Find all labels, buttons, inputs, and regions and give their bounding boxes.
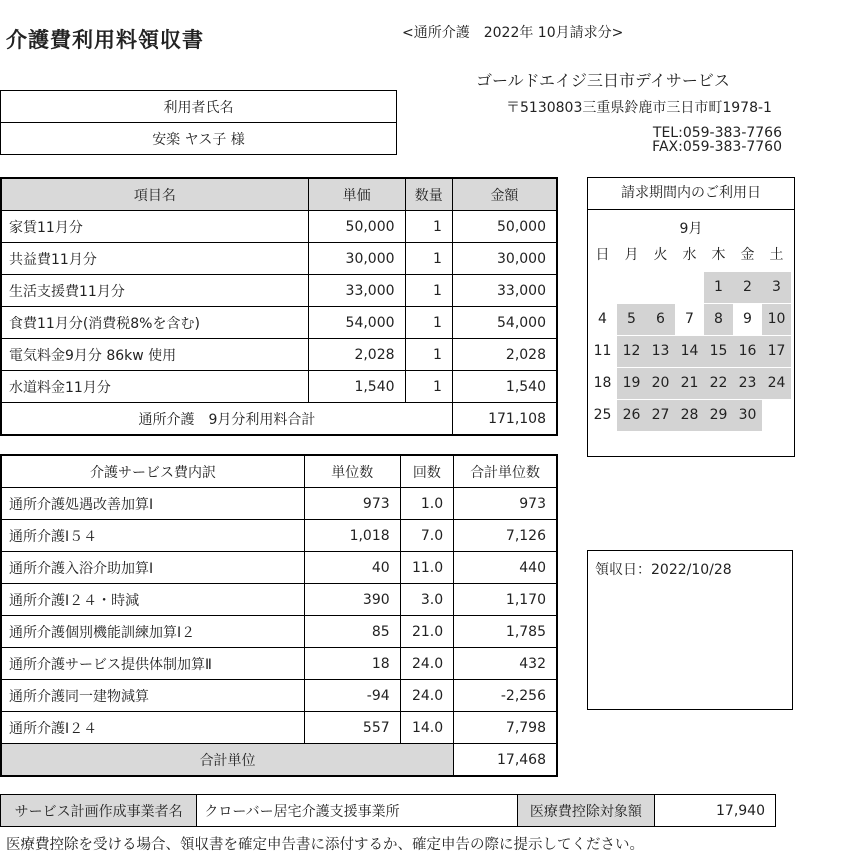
row-value: 50,000 (308, 211, 405, 243)
row-label: 家賃11月分 (1, 211, 308, 243)
row-label: 通所介護Ⅰ２４ (1, 712, 304, 744)
row-label: 通所介護Ⅰ２４・時減 (1, 584, 304, 616)
calendar-day: 13 (646, 336, 675, 367)
table-row (1, 371, 557, 403)
calendar-day: 9 (743, 311, 752, 327)
planner-name: クローバー居宅介護支援事業所 (197, 795, 517, 827)
items-total-label: 通所介護 9月分利用料合計 (1, 403, 452, 436)
row-value: 54,000 (308, 307, 405, 339)
row-value: 1,018 (304, 520, 400, 552)
row-label: 共益費11月分 (1, 243, 308, 275)
user-label: 利用者氏名 (1, 91, 397, 123)
table-row (1, 339, 557, 371)
user-table (0, 90, 397, 155)
row-value: 50,000 (452, 211, 557, 243)
row-value: 1 (405, 211, 452, 243)
row-label: 水道料金11月分 (1, 371, 308, 403)
row-value: 24.0 (400, 680, 453, 712)
tax-note: 医療費控除を受ける場合、領収書を確定申告書に添付するか、確定申告の際に提示してください。 (6, 837, 644, 853)
services-header: 回数 (400, 455, 453, 488)
calendar-day: 2 (733, 272, 762, 303)
items-total-row (1, 403, 557, 436)
row-value: 1,540 (452, 371, 557, 403)
services-table (0, 454, 558, 777)
company-address: 〒5130803三重県鈴鹿市三日市町1978-1 (506, 100, 772, 116)
calendar-day: 22 (704, 368, 733, 399)
row-value: 1.0 (400, 488, 453, 520)
company-name: ゴールドエイジ三日市デイサービス (476, 71, 730, 90)
tel-number: TEL:059-383-7766 (652, 125, 782, 141)
weekday-label: 月 (624, 247, 639, 263)
contact-block (652, 126, 782, 154)
row-value: 1 (405, 371, 452, 403)
row-value: 7,798 (454, 712, 557, 744)
services-header-row (1, 455, 557, 488)
row-value: 14.0 (400, 712, 453, 744)
row-label: 通所介護入浴介助加算Ⅰ (1, 552, 304, 584)
deduction-value: 17,940 (655, 795, 776, 827)
services-total-row (1, 744, 557, 777)
row-value: 11.0 (400, 552, 453, 584)
table-row (1, 552, 557, 584)
calendar-day: 29 (704, 400, 733, 431)
weekday-label: 金 (740, 247, 755, 263)
calendar-day: 3 (762, 272, 791, 303)
row-label: 通所介護同一建物減算 (1, 680, 304, 712)
services-header: 介護サービス費内訳 (1, 455, 304, 488)
footer-table (0, 794, 776, 827)
row-value: 24.0 (400, 648, 453, 680)
table-row (1, 275, 557, 307)
row-value: -94 (304, 680, 400, 712)
row-value: 21.0 (400, 616, 453, 648)
services-header: 合計単位数 (454, 455, 557, 488)
row-value: 1,170 (454, 584, 557, 616)
calendar-day: 4 (598, 311, 607, 327)
weekday-label: 日 (595, 247, 610, 263)
calendar-day: 27 (646, 400, 675, 431)
row-label: 通所介護サービス提供体制加算Ⅱ (1, 648, 304, 680)
row-value: 390 (304, 584, 400, 616)
calendar-day: 23 (733, 368, 762, 399)
user-name: 安楽 ヤス子 様 (1, 123, 397, 155)
calendar-day: 12 (617, 336, 646, 367)
row-value: 440 (454, 552, 557, 584)
row-value: -2,256 (454, 680, 557, 712)
row-value: 33,000 (452, 275, 557, 307)
row-value: 2,028 (308, 339, 405, 371)
services-total-label: 合計単位 (1, 744, 454, 777)
services-total-value: 17,468 (454, 744, 557, 777)
row-value: 85 (304, 616, 400, 648)
services-header: 単位数 (304, 455, 400, 488)
receipt-date: 領収日：2022/10/28 (595, 562, 732, 578)
deduction-label: 医療費控除対象額 (517, 795, 654, 827)
calendar-day: 10 (762, 304, 791, 335)
weekday-label: 土 (769, 247, 784, 263)
row-value: 1 (405, 243, 452, 275)
row-value: 973 (454, 488, 557, 520)
calendar-day: 15 (704, 336, 733, 367)
row-label: 生活支援費11月分 (1, 275, 308, 307)
row-value: 1 (405, 275, 452, 307)
planner-label: サービス計画作成事業者名 (1, 795, 197, 827)
table-row (1, 520, 557, 552)
row-label: 通所介護Ⅰ５４ (1, 520, 304, 552)
table-row (1, 584, 557, 616)
row-value: 1,785 (454, 616, 557, 648)
items-table (0, 177, 558, 436)
row-value: 7.0 (400, 520, 453, 552)
calendar-day: 26 (617, 400, 646, 431)
row-value: 18 (304, 648, 400, 680)
calendar-day: 14 (675, 336, 704, 367)
weekday-label: 火 (653, 247, 668, 263)
calendar-day: 28 (675, 400, 704, 431)
items-header: 単価 (308, 178, 405, 211)
items-header-row (1, 178, 557, 211)
table-row (1, 712, 557, 744)
table-row (1, 488, 557, 520)
billing-period: <通所介護 2022年 10月請求分> (402, 25, 624, 41)
table-row (1, 243, 557, 275)
calendar-day: 25 (593, 407, 612, 423)
row-label: 電気料金9月分 86kw 使用 (1, 339, 308, 371)
table-row (1, 307, 557, 339)
calendar-day: 19 (617, 368, 646, 399)
calendar-day: 21 (675, 368, 704, 399)
calendar-day: 5 (617, 304, 646, 335)
row-value: 1,540 (308, 371, 405, 403)
row-value: 33,000 (308, 275, 405, 307)
items-header: 数量 (405, 178, 452, 211)
calendar-day: 16 (733, 336, 762, 367)
calendar-day: 11 (593, 343, 612, 359)
row-label: 通所介護個別機能訓練加算Ⅰ２ (1, 616, 304, 648)
row-value: 54,000 (452, 307, 557, 339)
weekday-label: 木 (711, 247, 726, 263)
calendar-day: 1 (704, 272, 733, 303)
table-row (1, 616, 557, 648)
table-row (1, 680, 557, 712)
table-row (1, 648, 557, 680)
calendar-title: 請求期間内のご利用日 (588, 178, 794, 210)
fax-number: FAX:059-383-7760 (652, 139, 782, 155)
row-value: 30,000 (308, 243, 405, 275)
row-value: 7,126 (454, 520, 557, 552)
page-title: 介護費利用料領収書 (6, 28, 204, 52)
table-row (1, 211, 557, 243)
calendar-month: 9月 (679, 221, 703, 237)
calendar-day: 7 (685, 311, 694, 327)
row-value: 2,028 (452, 339, 557, 371)
usage-calendar (587, 177, 795, 457)
receipt-date-box (587, 550, 793, 710)
calendar-day: 24 (762, 368, 791, 399)
row-value: 1 (405, 307, 452, 339)
calendar-day: 20 (646, 368, 675, 399)
row-label: 通所介護処遇改善加算Ⅰ (1, 488, 304, 520)
row-value: 3.0 (400, 584, 453, 616)
row-value: 30,000 (452, 243, 557, 275)
row-value: 40 (304, 552, 400, 584)
row-value: 432 (454, 648, 557, 680)
row-label: 食費11月分(消費税8%を含む) (1, 307, 308, 339)
items-header: 金額 (452, 178, 557, 211)
calendar-day: 17 (762, 336, 791, 367)
calendar-day: 18 (593, 375, 612, 391)
calendar-day: 6 (646, 304, 675, 335)
items-total-value: 171,108 (452, 403, 557, 436)
weekday-label: 水 (682, 247, 697, 263)
calendar-day: 30 (733, 400, 762, 431)
items-header: 項目名 (1, 178, 308, 211)
row-value: 973 (304, 488, 400, 520)
calendar-day: 8 (704, 304, 733, 335)
row-value: 557 (304, 712, 400, 744)
row-value: 1 (405, 339, 452, 371)
